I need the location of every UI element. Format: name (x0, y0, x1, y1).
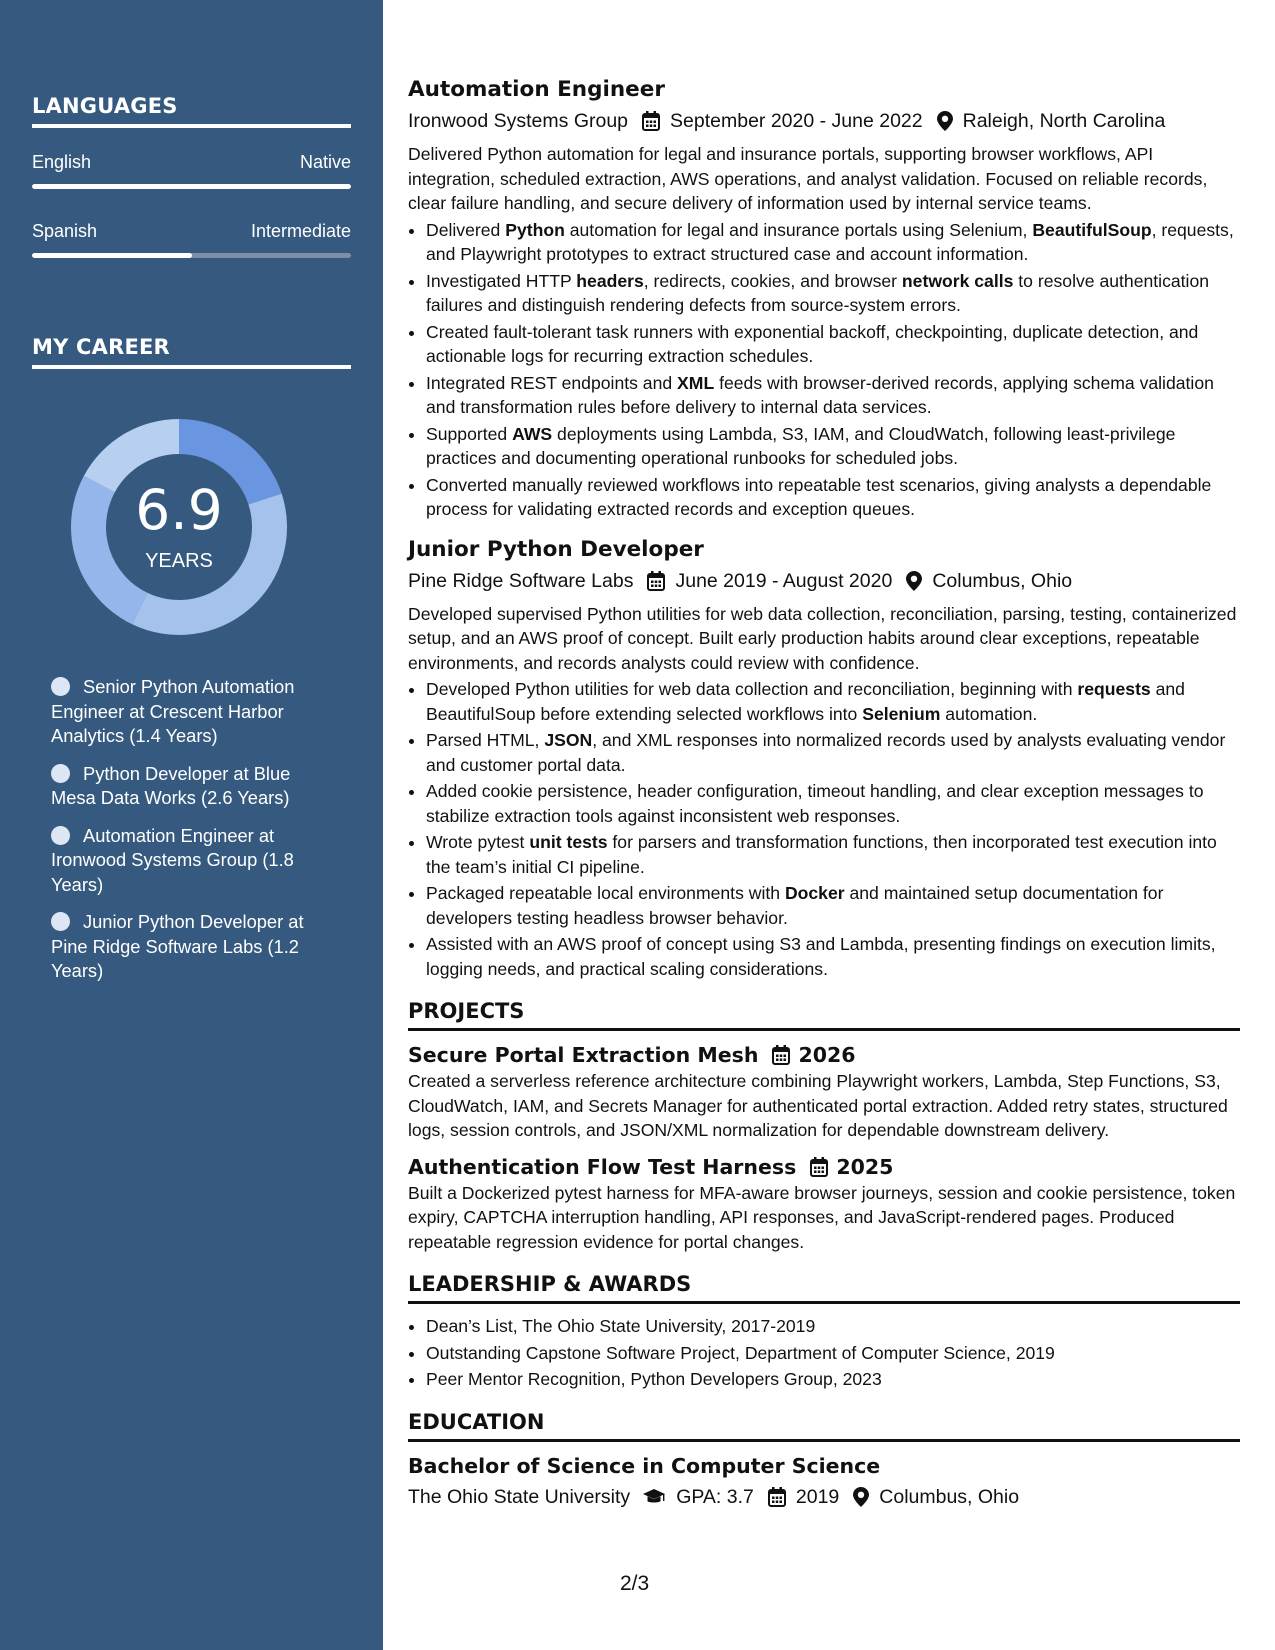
project-title: Secure Portal Extraction Mesh (408, 1043, 759, 1067)
job-meta (408, 107, 1240, 135)
calendar-icon (642, 111, 660, 131)
project-title-row (408, 1041, 1240, 1069)
languages-heading: LANGUAGES (32, 94, 351, 128)
company-name: Pine Ridge Software Labs (408, 569, 634, 592)
job-bullet: • Investigated HTTP headers, redirects, cookies, and browser network calls to resolve authentication failures and distinguish rendering defects from source-system errors. (426, 269, 1240, 318)
career-item: Junior Python Developer at Pine Ridge Software Labs (1.2 Years) (51, 911, 304, 981)
company-name: Ironwood Systems Group (408, 110, 629, 132)
language-bar-fill (32, 253, 192, 258)
career-total-years: 6.9 (135, 478, 223, 542)
language-bar-english (32, 184, 351, 189)
job-bullet: • Delivered Python automation for legal and insurance portals using Selenium, BeautifulSoup, requests, and Playwright prototypes to extract structured case and account information. (426, 218, 1240, 267)
project-title: Authentication Flow Test Harness (408, 1154, 797, 1179)
award-item: • Outstanding Capstone Software Project, Department of Computer Science, 2019 (426, 1341, 1240, 1366)
job-dates: June 2019 - August 2020 (675, 569, 893, 592)
project-title-row (408, 1153, 1240, 1181)
career-item: Senior Python Automation Engineer at Crescent Harbor Analytics (1.4 Years) (51, 676, 295, 746)
education-school: The Ohio State University (408, 1485, 631, 1508)
calendar-icon (810, 1157, 828, 1177)
job-bullet: • Added cookie persistence, header configuration, timeout handling, and clear exception messages to stabilize extraction tools against inconsistent web responses. (426, 779, 1240, 828)
bullet-dot-icon (51, 677, 70, 696)
job-dates: September 2020 - June 2022 (670, 110, 923, 132)
job-bullet: • Supported AWS deployments using Lambda, S3, IAM, and CloudWatch, following least-privilege practices and documenting operational runbooks for scheduled jobs. (426, 422, 1240, 471)
job-bullets (408, 677, 1240, 981)
language-bar-fill (32, 184, 351, 189)
location-pin-icon (906, 571, 922, 591)
bullet-dot-icon (51, 826, 70, 845)
job-title: Automation Engineer (408, 77, 665, 102)
job-summary: Developed supervised Python utilities for web data collection, reconciliation, parsing, testing, containerized setup, and an AWS proof of concept. Built early production habits around clear exceptions, repeatable environments, and records analysts could review with confidence. (408, 603, 1237, 673)
project-year: 2025 (836, 1154, 894, 1179)
language-name: Spanish (32, 221, 98, 241)
job-entry (408, 536, 1240, 982)
page-number: 2/3 (620, 1572, 650, 1595)
language-name: English (32, 152, 92, 172)
job-title: Junior Python Developer (408, 536, 704, 562)
education-heading: EDUCATION (408, 1408, 1240, 1442)
graduation-cap-icon (642, 1488, 666, 1506)
education-gpa: GPA: 3.7 (676, 1485, 754, 1508)
language-row-spanish (32, 221, 351, 242)
project-entry (408, 1041, 1240, 1143)
job-summary: Delivered Python automation for legal and insurance portals, supporting browser workflows, API integration, scheduled extraction, AWS operations, and analyst validation. Focused on reliable records, clear failure handling, and secure delivery of information used by internal service teams. (408, 144, 1208, 213)
job-entry (408, 76, 1240, 522)
job-bullet: • Parsed HTML, JSON, and XML responses into normalized records used by analysts evaluating vendor and customer portal data. (426, 728, 1240, 777)
job-bullet: • Wrote pytest unit tests for parsers and transformation functions, then incorporated test execution into the team’s initial CI pipeline. (426, 830, 1240, 879)
calendar-icon (768, 1487, 786, 1507)
career-item: Python Developer at Blue Mesa Data Works (2.6 Years) (51, 762, 291, 808)
education-location: Columbus, Ohio (879, 1485, 1020, 1508)
project-entry (408, 1153, 1240, 1255)
main-content (408, 76, 1240, 1518)
project-year: 2026 (798, 1043, 856, 1067)
calendar-icon (647, 571, 665, 591)
project-description: Built a Dockerized pytest harness for MFA-aware browser journeys, session and cookie persistence, token expiry, CAPTCHA interruption handling, API responses, and JavaScript-rendered pages. Produced repeatable regression evidence for portal changes. (408, 1182, 1236, 1252)
career-total-unit: YEARS (145, 550, 213, 572)
bullet-dot-icon (51, 764, 70, 783)
calendar-icon (772, 1045, 790, 1065)
education-year: 2019 (795, 1485, 840, 1508)
job-bullet: • Integrated REST endpoints and XML feeds with browser-derived records, applying schema validation and transformation rules before delivery to internal data services. (426, 371, 1240, 420)
job-bullets (408, 218, 1240, 522)
education-meta (408, 1483, 1240, 1511)
job-meta (408, 567, 1240, 595)
awards-list (408, 1314, 1240, 1392)
job-bullet: • Packaged repeatable local environments with Docker and maintained setup documentation for developers testing headless browser behavior. (426, 881, 1240, 930)
award-item: • Peer Mentor Recognition, Python Developers Group, 2023 (426, 1367, 1240, 1392)
language-row-english (32, 152, 351, 173)
language-level: Native (299, 152, 351, 172)
sidebar (0, 0, 383, 1650)
job-bullet: • Assisted with an AWS proof of concept using S3 and Lambda, presenting findings on execution limits, logging needs, and practical scaling considerations. (426, 932, 1240, 981)
project-description: Created a serverless reference architecture combining Playwright workers, Lambda, Step Functions, S3, CloudWatch, IAM, and Secrets Manager for authenticated portal extraction. Added retry states, structured logs, session controls, and JSON/XML normalization for dependable downstream delivery. (408, 1071, 1228, 1140)
bullet-dot-icon (51, 912, 70, 931)
job-bullet: • Converted manually reviewed workflows into repeatable test scenarios, giving analysts a dependable process for validating extracted records and exception queues. (426, 473, 1240, 522)
projects-heading: PROJECTS (408, 997, 1240, 1031)
awards-heading: LEADERSHIP & AWARDS (408, 1270, 1240, 1304)
career-list (51, 675, 321, 997)
job-location: Columbus, Ohio (932, 569, 1073, 592)
award-item: • Dean’s List, The Ohio State University, 2017-2019 (426, 1314, 1240, 1339)
location-pin-icon (937, 111, 953, 131)
location-pin-icon (853, 1487, 869, 1507)
career-heading: MY CAREER (32, 335, 351, 369)
job-bullet: • Created fault-tolerant task runners with exponential backoff, checkpointing, duplicate detection, and actionable logs for recurring extraction schedules. (426, 320, 1240, 369)
job-location: Raleigh, North Carolina (962, 110, 1166, 132)
language-bar-spanish (32, 253, 351, 258)
language-level: Intermediate (250, 221, 351, 241)
job-bullet: • Developed Python utilities for web data collection and reconciliation, beginning with requests and BeautifulSoup before extending selected workflows into Selenium automation. (426, 677, 1240, 726)
education-degree: Bachelor of Science in Computer Science (408, 1453, 881, 1478)
career-item: Automation Engineer at Ironwood Systems Group (1.8 Years) (51, 824, 294, 895)
